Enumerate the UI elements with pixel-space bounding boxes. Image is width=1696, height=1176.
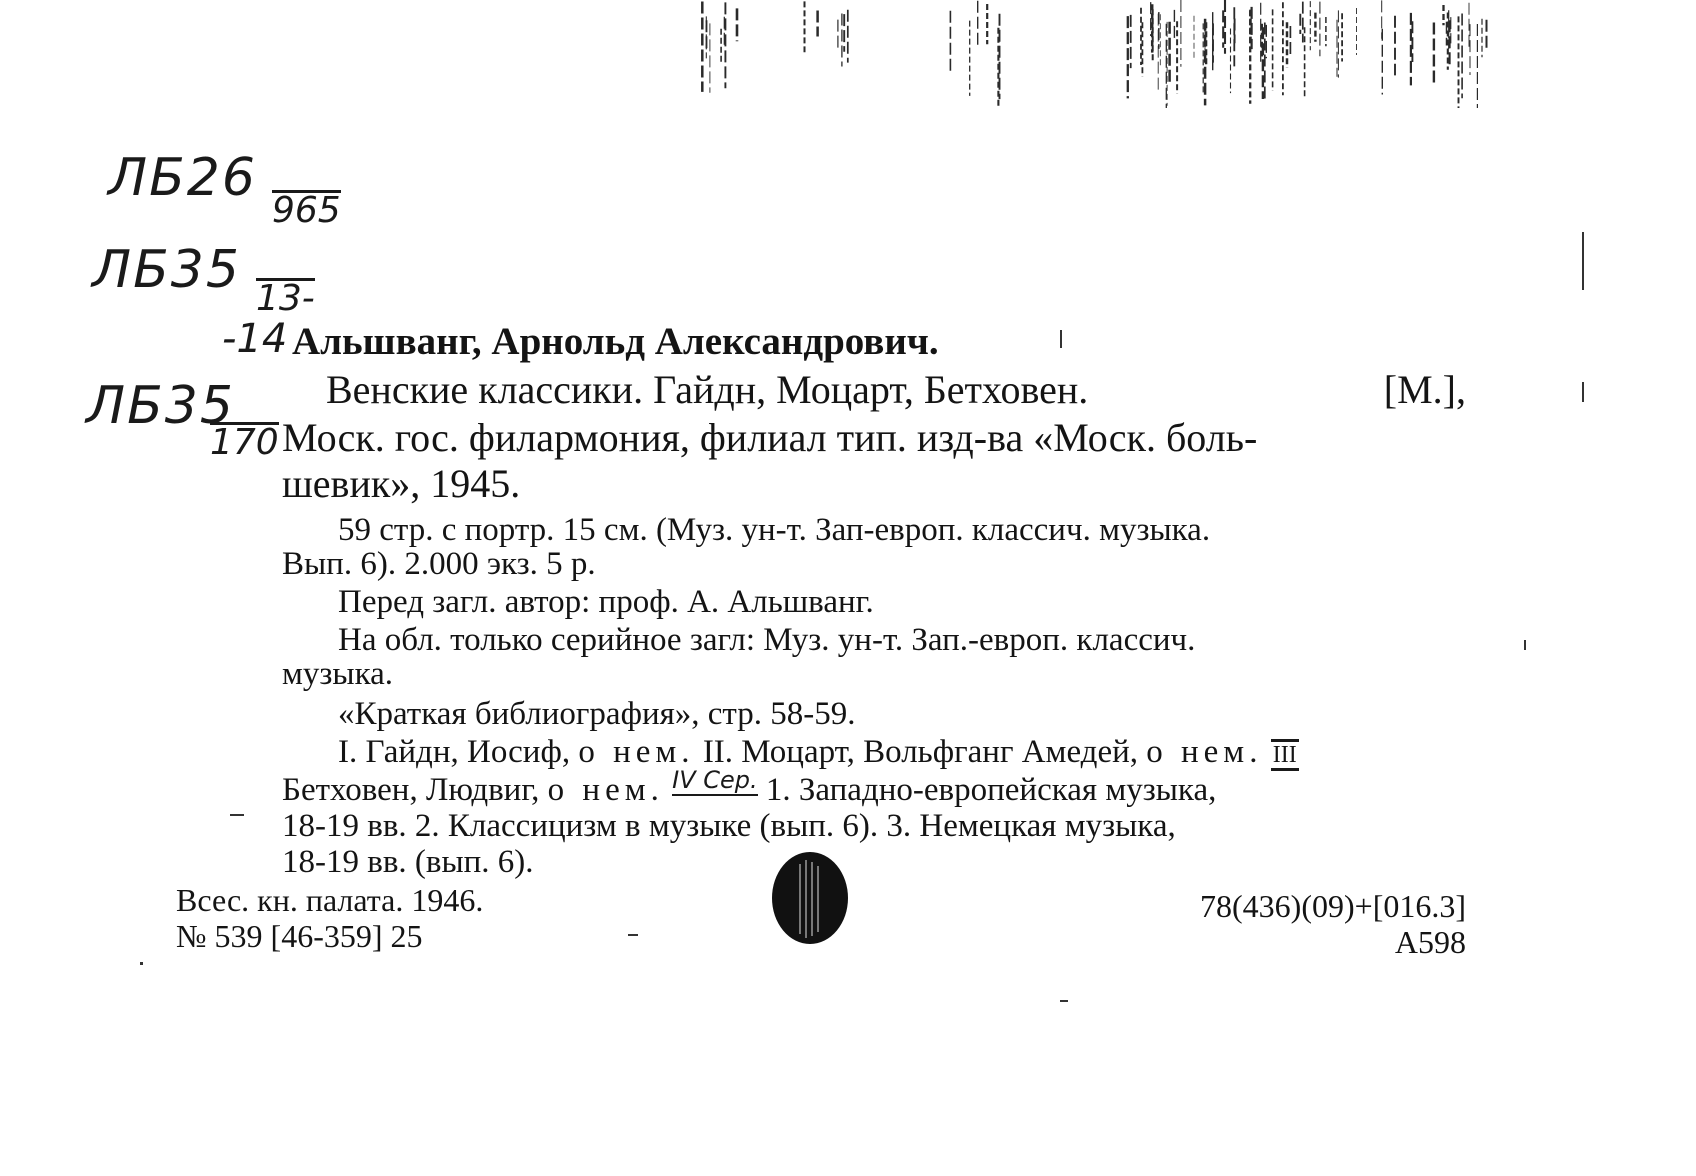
note-cover-line-1: На обл. только серийное загл: Муз. ун-т. Зап.-европ. классич. (338, 622, 1196, 658)
speck (1060, 1000, 1068, 1002)
title-line-1 (326, 367, 1466, 412)
footer-cutter-number: А598 (1394, 924, 1466, 960)
footer-classification: 78(436)(09)+[016.3] (1200, 888, 1466, 924)
subject-2: II. Моцарт, Вольфганг Амедей, (702, 734, 1138, 770)
shelf-mark-4-main: ЛБ35 (86, 376, 235, 436)
title-text: Венские классики. Гайдн, Моцарт, Бетховен. (326, 367, 1089, 412)
subjects-line-1 (338, 736, 1299, 769)
shelf-mark-3: -14 (222, 316, 288, 362)
speck (1524, 640, 1526, 650)
speck (230, 814, 244, 816)
title-line-2: Моск. гос. филармония, филиал тип. изд-ва «Моск. боль- (282, 415, 1258, 460)
footer-chamber: Всес. кн. палата. 1946. (176, 882, 484, 918)
speck (628, 934, 638, 936)
subject-3-mark: III (1271, 739, 1299, 771)
subject-3: Бетховен, Людвиг, (282, 772, 540, 808)
speck (1060, 330, 1062, 348)
subject-1-about: о нем. (578, 734, 695, 770)
subjects-line-4: 18-19 вв. (вып. 6). (282, 844, 534, 880)
speck (140, 962, 143, 965)
note-author: Перед загл. автор: проф. А. Альшванг. (338, 584, 874, 620)
title-line-3: шевик», 1945. (282, 461, 521, 506)
speck (1582, 382, 1584, 402)
shelf-mark-2-sub: 13- (256, 278, 315, 319)
subject-1: I. Гайдн, Иосиф, (338, 734, 571, 770)
scan-artifact-marks (0, 0, 1696, 110)
subject-2-about: о нем. (1146, 734, 1263, 770)
shelf-mark-1 (108, 148, 257, 208)
handwritten-series-mark: IV Сер. (672, 766, 758, 794)
shelf-mark-2-main: ЛБ35 (92, 240, 241, 300)
footer-number: № 539 [46-359] 25 (176, 918, 423, 954)
subject-3-about: о нем. (547, 772, 664, 808)
note-cover-line-2: музыка. (282, 656, 394, 692)
shelf-mark-1-main: ЛБ26 (108, 148, 257, 208)
ink-blot (770, 850, 850, 946)
subjects-line-3: 18-19 вв. 2. Классицизм в музыке (вып. 6). 3. Немецкая музыка, (282, 808, 1176, 844)
note-bibliography: «Краткая библиография», стр. 58-59. (338, 696, 856, 732)
subjects-line-2 (282, 766, 1217, 808)
shelf-mark-1-sub: 965 (272, 190, 341, 231)
imprint-place: [М.], (1383, 367, 1466, 412)
speck (1582, 232, 1584, 290)
shelf-mark-4-sub: 170 (210, 422, 279, 463)
author-heading: Альшванг, Арнольд Александрович. (292, 320, 939, 363)
subject-topics: 1. Западно-европейская музыка, (765, 772, 1217, 808)
collation-line-2: Вып. 6). 2.000 экз. 5 р. (282, 546, 596, 582)
shelf-mark-2 (92, 240, 241, 300)
collation-line-1: 59 стр. с портр. 15 см. (Муз. ун-т. Зап-европ. классич. музыка. (338, 512, 1211, 548)
